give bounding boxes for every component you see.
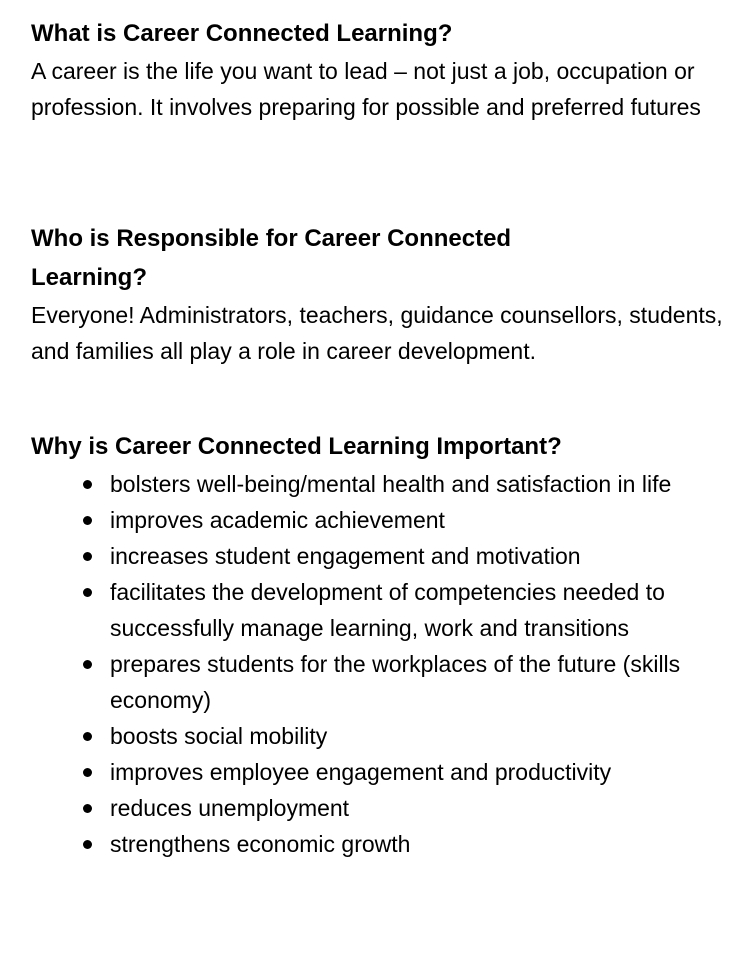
list-item-text: boosts social mobility (110, 723, 328, 749)
list-item (31, 574, 735, 646)
section-heading: Who is Responsible for Career Connected Learning? (31, 225, 512, 291)
section-what (31, 14, 731, 125)
section-who (31, 219, 731, 369)
bullet-icon (83, 732, 92, 741)
bullet-icon (83, 840, 92, 849)
section-why (31, 427, 731, 862)
bullet-icon (83, 516, 92, 525)
list-item-text: facilitates the development of competencies needed to successfully manage learning, work and transitions (110, 579, 665, 641)
bullet-icon (83, 804, 92, 813)
list-item (31, 826, 735, 862)
list-item (31, 718, 735, 754)
list-item-text: increases student engagement and motivation (110, 543, 581, 569)
benefits-list (31, 466, 731, 862)
bullet-icon (83, 660, 92, 669)
section-body: Everyone! Administrators, teachers, guidance counsellors, students, and families all play a role in career development. (31, 302, 723, 364)
list-item-text: reduces unemployment (110, 795, 350, 821)
section-heading: Why is Career Connected Learning Important? (31, 433, 562, 460)
list-item-text: prepares students for the workplaces of the future (skills economy) (110, 651, 681, 713)
list-item (31, 538, 735, 574)
bullet-icon (83, 768, 92, 777)
list-item (31, 466, 735, 502)
list-item (31, 790, 735, 826)
list-item (31, 754, 735, 790)
list-item-text: improves academic achievement (110, 507, 445, 533)
list-item (31, 502, 735, 538)
list-item (31, 646, 735, 718)
section-heading: What is Career Connected Learning? (31, 20, 453, 47)
list-item-text: strengthens economic growth (110, 831, 411, 857)
list-item-text: improves employee engagement and productivity (110, 759, 612, 785)
list-item-text: bolsters well-being/mental health and satisfaction in life (110, 471, 672, 497)
section-body: A career is the life you want to lead – not just a job, occupation or profession. It involves preparing for possible and preferred futures (31, 58, 701, 120)
bullet-icon (83, 480, 92, 489)
bullet-icon (83, 552, 92, 561)
bullet-icon (83, 588, 92, 597)
